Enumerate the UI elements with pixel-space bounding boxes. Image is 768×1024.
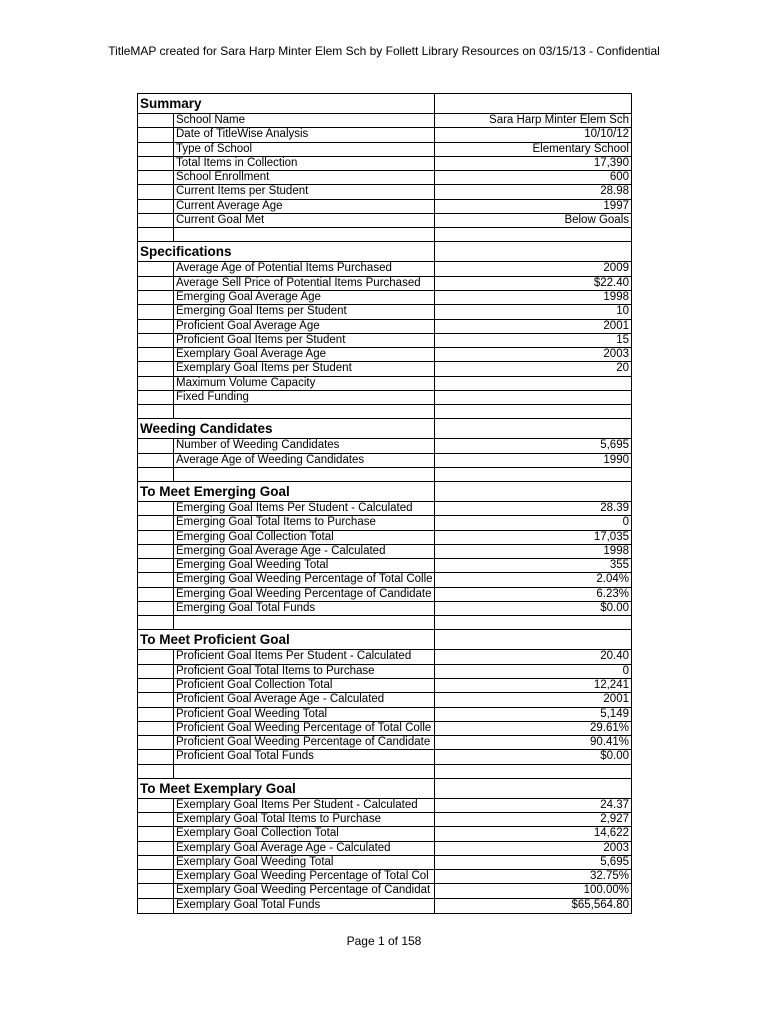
- table-row: [138, 185, 631, 199]
- section-header: [138, 94, 631, 114]
- table-row: [138, 454, 631, 468]
- table-row: [138, 291, 631, 305]
- row-value: 10/10/12: [584, 128, 629, 141]
- table-row: [138, 128, 631, 142]
- section-title: To Meet Emerging Goal: [140, 483, 290, 499]
- table-row: [138, 588, 631, 602]
- row-value: 10: [616, 305, 629, 318]
- row-label: Exemplary Goal Items Per Student - Calculated: [176, 798, 418, 811]
- row-label: Emerging Goal Total Items to Purchase: [176, 516, 376, 529]
- row-value: 5,149: [600, 707, 629, 720]
- row-label: Emerging Goal Weeding Percentage of Total Colle: [176, 573, 433, 586]
- row-label: Exemplary Goal Total Funds: [176, 898, 321, 911]
- page-header: TitleMAP created for Sara Harp Minter Elem Sch by Follett Library Resources on 03/15/13 - Confidential: [108, 44, 660, 58]
- section-title: To Meet Proficient Goal: [140, 632, 290, 648]
- row-value: 1998: [603, 290, 629, 303]
- table-row: [138, 842, 631, 856]
- summary-sheet: [137, 93, 632, 914]
- table-row: [138, 114, 631, 128]
- row-value: 100.00%: [583, 884, 629, 897]
- row-value: 0: [622, 516, 629, 529]
- section-header: [138, 242, 631, 262]
- row-value: Sara Harp Minter Elem Sch: [489, 114, 629, 126]
- row-label: Exemplary Goal Weeding Total: [176, 855, 334, 868]
- row-value: 2,927: [600, 812, 629, 825]
- section-header: [138, 419, 631, 439]
- section-title: Weeding Candidates: [140, 421, 273, 437]
- row-label: School Name: [176, 114, 246, 126]
- row-label: Proficient Goal Items Per Student - Calculated: [176, 650, 412, 663]
- table-row: [138, 143, 631, 157]
- page-footer: Page 1 of 158: [346, 934, 422, 948]
- row-label: Proficient Goal Total Funds: [176, 750, 314, 763]
- row-label: Exemplary Goal Total Items to Purchase: [176, 812, 381, 825]
- row-label: Proficient Goal Average Age - Calculated: [176, 693, 385, 706]
- row-label: Exemplary Goal Average Age: [176, 348, 327, 361]
- table-row: [138, 870, 631, 884]
- row-label: Emerging Goal Weeding Total: [176, 559, 329, 572]
- row-label: Proficient Goal Collection Total: [176, 678, 333, 691]
- section-title: Summary: [140, 96, 202, 111]
- table-row: [138, 362, 631, 376]
- row-value: 5,695: [600, 855, 629, 868]
- row-label: Number of Weeding Candidates: [176, 439, 340, 452]
- table-row: [138, 545, 631, 559]
- section-header: [138, 779, 631, 799]
- table-row: [138, 516, 631, 530]
- table-row: [138, 559, 631, 573]
- row-value: 2001: [603, 693, 629, 706]
- table-row: [138, 884, 631, 898]
- row-label: Proficient Goal Weeding Percentage of Total Colle: [176, 721, 432, 734]
- row-value: 2.04%: [596, 573, 629, 586]
- table-row: [138, 665, 631, 679]
- row-label: Average Age of Potential Items Purchased: [176, 262, 392, 275]
- table-row: [138, 602, 631, 616]
- row-label: Current Average Age: [176, 199, 283, 212]
- row-label: Emerging Goal Collection Total: [176, 530, 334, 543]
- row-value: $22.40: [593, 276, 629, 289]
- row-value: 355: [609, 559, 629, 572]
- row-value: 17,035: [593, 530, 629, 543]
- row-value: 5,695: [600, 439, 629, 452]
- spacer-row: [138, 228, 631, 242]
- table-row: [138, 736, 631, 750]
- table-row: [138, 334, 631, 348]
- table-row: [138, 573, 631, 587]
- table-row: [138, 856, 631, 870]
- row-value: 2001: [603, 319, 629, 332]
- table-row: [138, 693, 631, 707]
- row-label: Exemplary Goal Weeding Percentage of Total Col: [176, 870, 429, 883]
- row-value: 20.40: [600, 650, 629, 663]
- spacer-row: [138, 405, 631, 419]
- row-label: Emerging Goal Total Funds: [176, 602, 316, 615]
- table-row: [138, 439, 631, 453]
- table-row: [138, 679, 631, 693]
- row-value: 1990: [603, 453, 629, 466]
- row-value: 29.61%: [589, 721, 629, 734]
- row-value: 2009: [603, 262, 629, 275]
- row-value: 14,622: [593, 827, 629, 840]
- row-value: 28.98: [600, 185, 629, 198]
- row-label: Emerging Goal Items Per Student - Calculated: [176, 501, 413, 514]
- row-label: Exemplary Goal Average Age - Calculated: [176, 841, 391, 854]
- table-row: [138, 320, 631, 334]
- row-value: $0.00: [600, 602, 629, 615]
- table-row: [138, 391, 631, 405]
- row-label: Emerging Goal Items per Student: [176, 305, 347, 318]
- table-row: [138, 157, 631, 171]
- table-row: [138, 799, 631, 813]
- row-label: Emerging Goal Average Age - Calculated: [176, 544, 386, 557]
- table-row: [138, 348, 631, 362]
- row-label: School Enrollment: [176, 171, 270, 184]
- row-value: 12,241: [593, 678, 629, 691]
- section-header: [138, 630, 631, 650]
- row-label: Emerging Goal Average Age: [176, 290, 321, 303]
- table-row: [138, 708, 631, 722]
- row-value: Below Goals: [564, 214, 629, 227]
- row-label: Proficient Goal Items per Student: [176, 333, 346, 346]
- row-value: 600: [609, 171, 629, 184]
- row-value: 6.23%: [596, 587, 629, 600]
- row-label: Type of School: [176, 142, 253, 155]
- row-label: Average Sell Price of Potential Items Purchased: [176, 276, 421, 289]
- row-value: 1998: [603, 544, 629, 557]
- row-label: Fixed Funding: [176, 391, 249, 404]
- row-label: Exemplary Goal Items per Student: [176, 362, 352, 375]
- table-row: [138, 277, 631, 291]
- spacer-row: [138, 616, 631, 630]
- row-value: 20: [616, 362, 629, 375]
- table-row: [138, 531, 631, 545]
- row-value: 17,390: [593, 156, 629, 169]
- row-value: $0.00: [600, 750, 629, 763]
- section-header: [138, 482, 631, 502]
- table-row: [138, 827, 631, 841]
- spacer-row: [138, 765, 631, 779]
- row-label: Exemplary Goal Collection Total: [176, 827, 339, 840]
- table-row: [138, 214, 631, 228]
- row-label: Current Goal Met: [176, 214, 265, 227]
- table-row: [138, 722, 631, 736]
- row-value: 1997: [603, 199, 629, 212]
- table-row: [138, 262, 631, 276]
- table-row: [138, 813, 631, 827]
- table-row: [138, 171, 631, 185]
- table-row: [138, 899, 631, 913]
- row-value: 32.75%: [589, 870, 629, 883]
- row-label: Emerging Goal Weeding Percentage of Candidate: [176, 587, 432, 600]
- row-label: Proficient Goal Weeding Total: [176, 707, 328, 720]
- row-label: Proficient Goal Weeding Percentage of Candidate: [176, 736, 431, 749]
- row-label: Date of TitleWise Analysis: [176, 128, 309, 141]
- row-label: Maximum Volume Capacity: [176, 376, 316, 389]
- section-title: To Meet Exemplary Goal: [140, 780, 296, 796]
- table-row: [138, 650, 631, 664]
- row-value: $65,564.80: [571, 898, 629, 911]
- table-row: [138, 305, 631, 319]
- table-row: [138, 502, 631, 516]
- section-title: Specifications: [140, 244, 232, 260]
- row-value: 0: [622, 664, 629, 677]
- table-row: [138, 750, 631, 764]
- row-value: 90.41%: [589, 736, 629, 749]
- row-label: Exemplary Goal Weeding Percentage of Candidat: [176, 884, 431, 897]
- row-label: Proficient Goal Total Items to Purchase: [176, 664, 375, 677]
- row-value: 2003: [603, 348, 629, 361]
- table-row: [138, 377, 631, 391]
- row-value: 24.37: [600, 798, 629, 811]
- row-label: Average Age of Weeding Candidates: [176, 453, 365, 466]
- row-label: Proficient Goal Average Age: [176, 319, 320, 332]
- row-value: 28.39: [600, 501, 629, 514]
- table-row: [138, 200, 631, 214]
- row-label: Current Items per Student: [176, 185, 309, 198]
- row-value: Elementary School: [532, 142, 629, 155]
- row-value: 15: [616, 333, 629, 346]
- row-label: Total Items in Collection: [176, 156, 298, 169]
- row-value: 2003: [603, 841, 629, 854]
- spacer-row: [138, 468, 631, 482]
